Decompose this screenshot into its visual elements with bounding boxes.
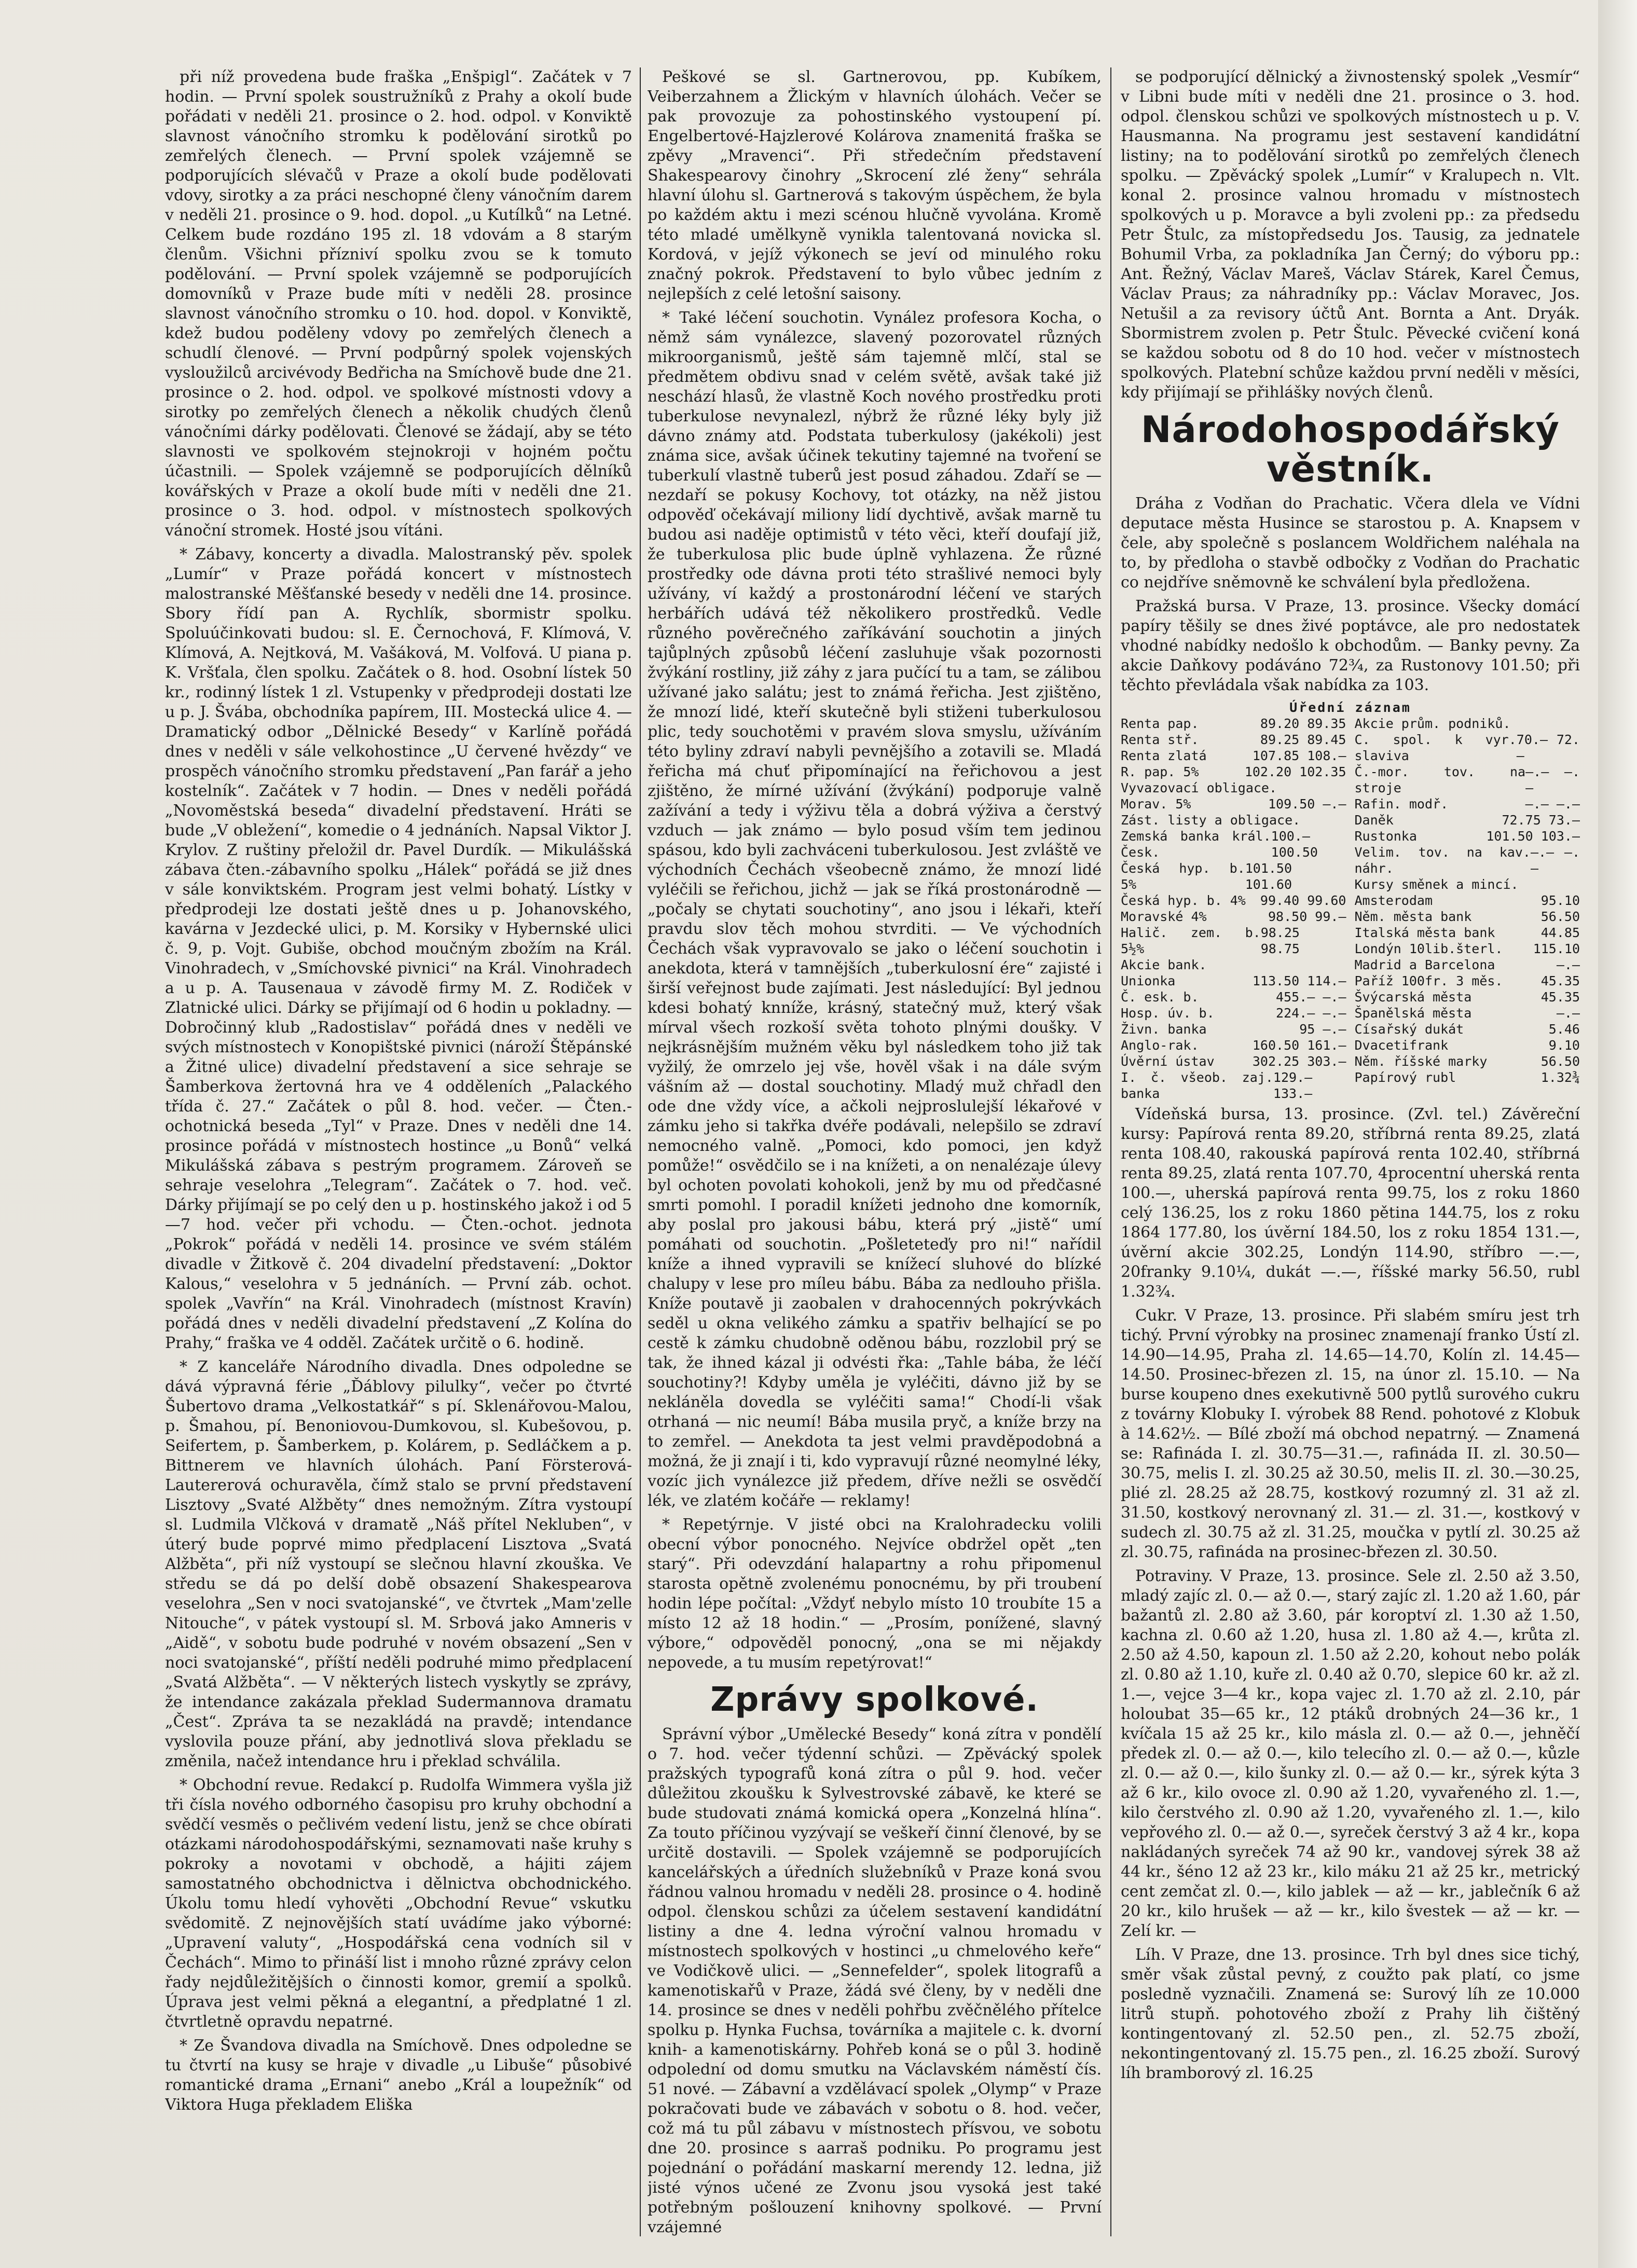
exchange-label: Anglo-rak.: [1121, 1038, 1199, 1053]
exchange-label: Č.-mor. tov. na stroje: [1354, 764, 1526, 795]
exchange-label: Morav. 5%: [1121, 796, 1191, 812]
exchange-label: Něm. říšské marky: [1354, 1054, 1488, 1069]
exchange-label: Daněk: [1354, 813, 1394, 828]
exchange-value: 101.50 103.—: [1486, 829, 1580, 844]
exchange-row: [1121, 716, 1346, 732]
exchange-value: 1.32¾: [1540, 1070, 1580, 1085]
exchange-value: 160.50 161.—: [1252, 1038, 1346, 1053]
exchange-label: Hosp. úv. b.: [1121, 1006, 1215, 1021]
exchange-label: Švýcarská města: [1354, 989, 1472, 1005]
exchange-label: Úvěrní ústav: [1121, 1054, 1215, 1069]
exchange-row: [1121, 989, 1346, 1005]
column-rule-left: [640, 67, 641, 2236]
article-paragraph: * Z kanceláře Národního divadla. Dnes odpoledne se dává výpravná férie „Ďáblovy pilulky“, večer po čtvrté Šubertovo drama „Velkostatkář“ s pí. Sklenářovou-Malou, p. Šmahou, pí. Benoniovou-Dumkovou, sl. Kubešovou, p. Seifertem, p. Šamberkem, p. Kolárem, p. Sedláčkem a p. Bittnerem ve hlavních úlohách. Paní Försterová-Lautererová ochuravěla, čímž stalo se první představení Lisztovy „Svaté Alžběty“ dnes nemožným. Zítra vystoupí sl. Ludmila Vlčková v dramatě „Náš přítel Nekluben“, v úterý bude poprvé mimo předplacení Lisztova „Svatá Alžběta“, při níž vystoupí se slečnou hlavní zkouška. Ve středu se dá po delší době obsazení Shakespearova veselohra „Sen v noci svatojanské“, ve čtvrtek „Mam'zelle Nitouche“, v pátek vystoupí sl. M. Srbová jako Amneris v „Aidě“, v sobotu bude podruhé v novém obsazení „Sen v noci svatojanské“, příští neděli podruhé mimo předplacení „Svatá Alžběta“. — V některých listech vyskytly se zprávy, že intendance zakázala překlad Sudermannova dramatu „Čest“. Zpráva ta se nezakládá na pravdě; intendance vyslovila pouze přání, aby jednotlivá slova překladu se změnila, načež intendance hru i překlad schválila.: [165, 1358, 632, 1770]
exchange-value: 455.— —.—: [1276, 989, 1346, 1005]
exchange-label: R. pap. 5%: [1121, 764, 1199, 779]
article-paragraph: * Obchodní revue. Redakcí p. Rudolfa Wimmera vyšla již tři čísla nového odborného časopisu pro kruhy obchodní a svědčí vesměs o pečlivém vedení listu, jenž se chce obírati otázkami národohospodářskými, seznamovati naše kruhy s pokroky a novotami v obchodě, a hájiti zájem samostatného obchodnictva i dělnictva obchodnického. Úkolu tomu hledí vyhověti „Obchodní Revue“ vskutku svědomitě. Z nejnovějších statí uvádíme jako výborné: „Upravení valuty“, „Hospodářská cena vodních sil v Čechách“. Mimo to přináší list i mnoho různé zprávy celon řady nejdůležitějších o činnosti komor, gremií a spolků. Úprava jest velmi pěkná a elegantní, a předplatné 1 zl. čtvrtletně opravdu nepatrné.: [165, 1776, 632, 2031]
exchange-value: 72.75 73.—: [1502, 813, 1580, 828]
exchange-row: [1121, 909, 1346, 925]
column-right: [1121, 67, 1580, 2242]
exchange-label: Dvacetifrank: [1354, 1038, 1449, 1053]
exchange-label: Česká hyp. b. 4%: [1121, 893, 1246, 908]
exchange-row: [1121, 828, 1346, 860]
exchange-table-title: Úřední záznam: [1289, 700, 1411, 715]
article-paragraph: * Ze Švandova divadla na Smíchově. Dnes odpoledne se tu čtvrtí na kusy se hraje v divadle „u Libuše“ působivé romantické drama „Ernani“ anebo „Král a loupežník“ od Viktora Huga překladem Eliška: [165, 2037, 632, 2114]
exchange-row: [1355, 876, 1580, 892]
article-paragraph: Dráha z Vodňan do Prachatic. Včera dlela ve Vídni deputace města Husince se starostou p. A. Knapsem v čele, aby společně s poslancem Woldřichem naléhala na to, by předloha o stavbě odbočky z Vodňan do Prachatic co nejdříve sněmovně ke schválení byla předložena.: [1121, 494, 1580, 592]
exchange-value: 100.— 100.50: [1271, 829, 1318, 860]
exchange-row: [1355, 957, 1580, 973]
exchange-value: 56.50: [1540, 909, 1580, 924]
exchange-label: Unionka: [1121, 973, 1176, 988]
exchange-row: [1121, 925, 1346, 957]
exchange-label: Č. esk. b.: [1121, 989, 1199, 1005]
exchange-row: [1355, 1069, 1580, 1085]
exchange-row: [1355, 1005, 1580, 1021]
exchange-label: Kursy směnek a mincí.: [1354, 877, 1519, 892]
article-paragraph: Pražská bursa. V Praze, 13. prosince. Všecky domácí papíry těšily se dnes živé poptávce, ale pro nedostatek vhodné nabídky nedošlo k obchodům. — Banky pevny. Za akcie Daňkovy podáváno 72¾, za Rustonovy 101.50; při těchto převládala však nabídka za 103.: [1121, 597, 1580, 694]
column-middle: [648, 67, 1102, 2242]
exchange-value: 224.— —.—: [1276, 1006, 1346, 1021]
exchange-row: [1121, 748, 1346, 764]
exchange-label: Vyvazovací obligace.: [1121, 780, 1277, 795]
article-paragraph: Líh. V Praze, dne 13. prosince. Trh byl dnes sice tichý, směr však zůstal pevný, z coužto pak platí, co jsme posledně vyznačili. Znamená se: Surový líh ze 10.000 litrů stupň. pohotového zboží z Prahy lih čištěný kontingentovaný zl. 52.50 pen., zl. 52.75 zboží, nekontingentovaný zl. 15.75 pen., zl. 16.25 zboží. Surový líh bramborový zl. 16.25: [1121, 1946, 1580, 2082]
article-paragraph: Potraviny. V Praze, 13. prosince. Sele zl. 2.50 až 3.50, mladý zajíc zl. 0.— až 0.—, starý zajíc zl. 1.20 až 1.60, pár bažantů zl. 2.80 až 3.60, pár koroptví zl. 1.30 až 1.50, kachna zl. 0.60 až 1.20, husa zl. 1.80 až 4.—, krůta zl. 2.50 až 4.50, kapoun zl. 1.50 až 2.20, kohout nebo polák zl. 0.80 až 1.10, kuře zl. 0.40 až 0.70, slepice 60 kr. až zl. 1.—, vejce 3—4 kr., kopa vajec zl. 1.70 až zl. 2.10, pár holoubat 35—65 kr., 12 ptáků drobných 24—36 kr., 1 kvíčala 15 až 25 kr., kilo másla zl. 0.— až 0.—, jehněčí předek zl. 0.— až 0.—, kilo telecího zl. 0.— až 0.—, kůzle zl. 0.— až 0.—, kilo šunky zl. 0.— až 0.— kr., sýrek kýta 3 až 6 kr., kilo ovoce zl. 0.90 až 1.20, vyvařeného zl. 1.—, kilo čerstvého zl. 0.90 až 1.20, vyvařeného zl. 1.—, kilo vepřového zl. 0.— až 0.—, syreček čerstvý 3 až 4 kr., kopa nakládaných syreček 74 až 90 kr., vandovej sýrek 38 až 44 kr., šéno 12 až 23 kr., kilo máku 21 až 25 kr., metrický cent zemčat zl. 0.—, kilo jablek — až — kr., jablečník 6 až 20 kr., kilo hrušek — až — kr., kilo švestek — až — kr. — Zelí kr. —: [1121, 1567, 1580, 1940]
exchange-value: 5.46: [1548, 1022, 1580, 1037]
exchange-row: [1121, 860, 1346, 892]
exchange-row: [1121, 1021, 1346, 1037]
column-rule-right: [1110, 67, 1111, 2236]
exchange-value: 95 —.—: [1299, 1022, 1346, 1037]
exchange-value: 102.20 102.35: [1244, 764, 1346, 779]
exchange-value: 45.35: [1540, 989, 1580, 1005]
exchange-value: —.— —.—: [1530, 845, 1580, 876]
article-paragraph: Správní výbor „Umělecké Besedy“ koná zítra v pondělí o 7. hod. večer týdenní schůzi. — Zpěvácký spolek pražských typografů koná zítra o půl 9. hod. večer důležitou zkoušku k Sylvestrovské zábavě, ke které se bude studovati známá komická opera „Konzelná hlína“. Za touto příčinou vyzývají se veškeří činní členové, by se určitě dostavili. — Spolek vzájemně se podporujících kancelářských a úředních služebníků v Praze koná svou řádnou valnou hromadu v neděli 28. prosince o 4. hodině odpol. členskou schůzi za účelem sestavení kandidátní listiny a dne 4. ledna výroční valnou hromadu v místnostech spolkových v hostinci „u chmelového keře“ ve Vodičkově ulici. — „Sennefelder“, spolek litografů a kamenotiskařů v Praze, žádá své členy, by v neděli dne 14. prosince se dnes v neděli pohřbu zvěčnělého přítelce spolku p. Hynka Fuchsa, továrníka a majitele c. k. dvorní knih- a kamenotiskárny. Pohřeb koná se o půl 3. hodině odpolední od domu smutku na Václavském náměstí čís. 51 nové. — Zábavní a vzdělávací spolek „Olymp“ v Praze pokračovati bude ve zábavách v sobotu o 8. hod. večer, což má tu půl zábavu v místnostech přísvou, ve sobotu dne 20. prosince s aarraš podniku. Po programu jest pojednání o pořádání maskarní merendy 12. ledna, již jisté výnos učené ze Zvonu jsou vysoká jest také potřebným pošlouzení knihovny spolkové. — První vzájemné: [648, 1725, 1102, 2236]
exchange-label: Akcie bank.: [1121, 957, 1207, 972]
section-title-zpravy-spolkove: Zprávy spolkové.: [710, 1681, 1039, 1719]
exchange-row: [1121, 732, 1346, 748]
exchange-value: —.— —.—: [1525, 796, 1580, 812]
exchange-value: 45.35: [1540, 973, 1580, 988]
exchange-label: Španělská města: [1354, 1006, 1472, 1021]
article-paragraph: Vídeňská bursa, 13. prosince. (Zvl. tel.) Závěreční kursy: Papírová renta 89.20, stříbrná renta 89.25, zlatá renta 108.40, rakouská papírová renta 102.40, stříbrná renta 89.25, zlatá renta 107.70, 4procentní uherská renta 100.—, uherská papírová renta 99.75, los z roku 1860 celý 136.25, los z roku 1860 pětina 144.75, los z roku 1864 177.80, los úvěrní 184.50, los z roku 1854 131.—, úvěrní akcie 302.25, Londýn 114.90, stříbro —.—, 20franky 9.10¼, dukát —.—, říšské marky 56.50, rubl 1.32¾.: [1121, 1105, 1580, 1301]
exchange-row: [1355, 1021, 1580, 1037]
exchange-row: [1121, 796, 1346, 812]
article-paragraph: Peškové se sl. Gartnerovou, pp. Kubíkem, Veiberzahnem a Žlickým v hlavních úlohách. Večer se pak provozuje za pohostinského vystoupení pí. Engelbertové-Hajzlerové Kolárova znamenitá fraška se zpěvy „Mravenci“. Při středečním představení Shakespearovy činohry „Skrocení zlé ženy“ sehrála hlavní úlohu sl. Gartnerová s takovým úspěchem, že byla po každém aktu i mezi scénou hlučně vyvolána. Kromě této mladé umělkyně vynikla talentovaná novicka sl. Kordová, v jejíž výkonech se jeví od minulého roku značný pokrok. Představení to bylo vůbec jedním z nejlepších z celé letošní saisony.: [648, 68, 1102, 303]
exchange-label: Něm. města bank: [1354, 909, 1472, 924]
exchange-row: [1355, 828, 1580, 844]
exchange-row: [1121, 1069, 1346, 1102]
exchange-row: [1355, 892, 1580, 909]
exchange-label: Madrid a Barcelona: [1354, 957, 1495, 972]
exchange-label: Italská města bank: [1354, 925, 1495, 940]
exchange-value: 109.50 —.—: [1268, 796, 1346, 812]
exchange-value: 44.85: [1540, 925, 1580, 940]
exchange-value: 101.50 101.60: [1245, 861, 1292, 892]
exchange-label: Papírový rubl: [1354, 1070, 1456, 1085]
exchange-row: [1121, 812, 1346, 828]
exchange-row: [1121, 957, 1346, 973]
column-left: [165, 67, 632, 2242]
exchange-value: 302.25 303.—: [1252, 1054, 1346, 1069]
exchange-label: Londýn 10lib.šterl.: [1354, 941, 1503, 956]
exchange-label: Amsterodam: [1354, 893, 1433, 908]
exchange-label: Halič. zem. b. 5½%: [1121, 925, 1261, 956]
exchange-row: [1121, 764, 1346, 780]
exchange-table-left: [1121, 716, 1346, 1102]
exchange-row: [1121, 973, 1346, 989]
exchange-row: [1121, 892, 1346, 909]
exchange-value: —.—: [1556, 1006, 1580, 1021]
exchange-label: Císařský dukát: [1354, 1022, 1464, 1037]
exchange-value: 129.— 133.—: [1273, 1070, 1313, 1101]
exchange-row: [1355, 941, 1580, 957]
exchange-label: Zást. listy a obligace.: [1121, 813, 1301, 828]
exchange-row: [1121, 1005, 1346, 1021]
exchange-label: I. č. všeob. zaj. banka: [1121, 1070, 1273, 1101]
exchange-row: [1355, 1053, 1580, 1069]
exchange-value: —.—: [1556, 957, 1580, 972]
exchange-row: [1355, 812, 1580, 828]
article-paragraph: * Repetýrnje. V jisté obci na Kralohradecku volili obecní výbor ponocného. Nejvíce obdržel opět „ten starý“. Při odevzdání halapartny a rohu připomenul starosta opětně zvolenému ponocnému, by při troubení hodin lépe počítal: „Vždyť nebylo místo 10 troubíte 15 a místo 12 až 18 hodin.“ — „Prosím, ponížené, slavný výbore,“ odpověděl ponocný, „ona se mi nějakdy nepovede, a tu musím repetýrovat!“: [648, 1516, 1102, 1672]
exchange-row: [1355, 973, 1580, 989]
exchange-row: [1355, 844, 1580, 876]
section-title-narodohospodarsky-vestnik: Národohospodářský věstník.: [1140, 408, 1560, 490]
exchange-row: [1355, 796, 1580, 812]
exchange-table: [1121, 699, 1580, 1102]
exchange-label: Renta stř.: [1121, 732, 1199, 747]
exchange-label: Moravské 4%: [1121, 909, 1207, 924]
exchange-value: 98.50 99.—: [1268, 909, 1346, 924]
exchange-value: —.— —.—: [1525, 764, 1580, 795]
exchange-label: Paříž 100fr. 3 měs.: [1354, 973, 1503, 988]
exchange-value: 115.10: [1533, 941, 1580, 956]
exchange-label: Živn. banka: [1121, 1022, 1207, 1037]
exchange-label: Zemská banka král. Česk.: [1121, 829, 1271, 860]
exchange-label: Renta pap.: [1121, 716, 1199, 731]
exchange-value: 70.— 72.—: [1516, 732, 1580, 763]
exchange-row: [1355, 909, 1580, 925]
exchange-value: 89.20 89.35: [1260, 716, 1346, 731]
article-paragraph: * Zábavy, koncerty a divadla. Malostranský pěv. spolek „Lumír“ v Praze pořádá koncert v místnostech malostranské Měšťanské besedy v neděli dne 14. prosince. Sbory řídí pan A. Rychlík, sbormistr spolku. Spoluúčinkovati budou: sl. E. Černochová, F. Klímová, V. Klímová, A. Nejtková, M. Vašáková, M. Volfová. U piana p. K. Vršťala, člen spolku. Začátek o 8. hod. Osobní lístek 50 kr., rodinný lístek 1 zl. Vstupenky v předprodeji dostati lze u p. J. Švába, obchodníka papírem, III. Mostecká ulice 4. — Dramatický odbor „Dělnické Besedy“ v Karlíně pořádá dnes v neděli v sále velkohostince „U červené hvězdy“ ve prospěch vánočního stromku představení „Pan farář a jeho kostelník“. Začátek v 7 hodin. — Dnes v neděli pořádá „Novoměstská beseda“ divadelní představení. Hráti se bude „V obležení“, komedie o 4 jednáních. Napsal Viktor J. Krylov. Z ruštiny přeložil dr. Pavel Durdík. — Mikulášská zábava čten.-zábavního spolku „Hálek“ pořádá se již dnes v sále konviktském. Program jest velmi bohatý. Lístky v předprodeji lze dostati ještě dnes u p. Johanovského, kavárna v Jezdecké ulici, p. M. Korsiky v Hybernské ulici č. 9, p. Vojt. Gubiše, obchod moučným zbožím na Král. Vinohradech, v „Smíchovské pivnici“ na Král. Vinohradech a u p. A. Tausenaua v závodě firmy M. Z. Rodiček v Zlatnické ulici. Dárky se přijímají od 6 hodin u pokladny. — Dobročinný klub „Radostislav“ pořádá dnes v neděli ve svých místnostech v Konopištské pivnici (nároží Štěpánské a Žitné ulice) divadelní představení a sice sehraje se Šamberkova žertovná hra ve 4 odděleních „Palackého třída č. 27.“ Začátek o půl 8. hod. večer. — Čten.-ochotnická beseda „Tyl“ v Praze. Dnes v neděli dne 14. prosince pořádá v místnostech hostince „u Bonů“ velká Mikulášská zábava s pestrým programem. Zároveň se sehraje veselohra „Telegram“. Začátek o 7. hod. več. Dárky přijímají se po celý den u p. hostinského jakož i od 5—7 hod. večer při vchodu. — Čten.-ochot. jednota „Pokrok“ pořádá v neděli 14. prosince ve svém stálém divadle v Žitkově č. 204 divadelní představení: „Doktor Kalous,“ veselohra v 5 jednáních. — První záb. ochot. spolek „Vavřín“ na Král. Vinohradech (místnost Kravín) pořádá dnes v neděli divadelní představení „Z Kolína do Prahy,“ fraška ve 4 odděl. Začátek určitě o 6. hodině.: [165, 545, 632, 1352]
exchange-value: 107.85 108.—: [1252, 748, 1346, 763]
exchange-label: Akcie prům. podniků.: [1354, 716, 1511, 731]
exchange-value: 98.25 98.75: [1260, 925, 1300, 956]
exchange-row: [1355, 989, 1580, 1005]
exchange-row: [1355, 764, 1580, 796]
exchange-value: 95.10: [1540, 893, 1580, 908]
exchange-value: 99.40 99.60: [1260, 893, 1346, 908]
exchange-row: [1355, 925, 1580, 941]
exchange-row: [1355, 732, 1580, 764]
exchange-value: 113.50 114.—: [1252, 973, 1346, 988]
article-paragraph: Cukr. V Praze, 13. prosince. Při slabém smíru jest trh tichý. První výrobky na prosinec znamenají franko Ústí zl. 14.90—14.95, Praha zl. 14.65—14.70, Kolín zl. 14.45—14.50. Prosinec-březen zl. 15, na únor zl. 15.10. — Na burse koupeno dnes exekutivně 500 pytlů surového cukru z továrny Klobuky I. výrobek 88 Rend. pohotové z Klobuk à 14.62½. — Bílé zboží má obchod nepatrný. — Znamená se: Rafináda I. zl. 30.75—31.—, rafináda II. zl. 30.50—30.75, melis I. zl. 30.25 až 30.50, melis II. zl. 30.—30.25, plié zl. 28.25 až 28.75, kostkový rozumný zl. 31 až zl. 31.50, kostkový nerovnaný zl. 31.— zl. 31.—, kostkový v sudech zl. 30.75 až zl. 31.25, moučka v pytlí zl. 30.25 až zl. 30.75, rafináda na prosinec-březen zl. 30.50.: [1121, 1307, 1580, 1561]
exchange-value: 9.10: [1548, 1038, 1580, 1053]
exchange-table-right: [1355, 716, 1580, 1102]
scan-edge: [1598, 0, 1637, 2268]
exchange-label: Rafin. modř.: [1354, 796, 1449, 812]
exchange-row: [1355, 716, 1580, 732]
exchange-label: Renta zlatá: [1121, 748, 1207, 763]
article-paragraph: se podporující dělnický a živnostenský spolek „Vesmír“ v Libni bude míti v neděli dne 21. prosince o 3. hod. odpol. členskou schůzi ve spolkových místnostech u p. V. Hausmanna. Na programu jest sestavení kandidátní listiny; na to podělování sirotků po zemřelých členech spolku. — Zpěvácký spolek „Lumír“ v Kralupech n. Vlt. konal 2. prosince valnou hromadu v místnostech spolkových u p. Moravce a byli zvoleni pp.: za předsedu Petr Štulc, za místopředsedu Jos. Tausig, za jednatele Bohumil Vrba, za pokladníka Jan Černý; do výboru pp.: Ant. Řežný, Václav Mareš, Václav Stárek, Karel Čemus, Václav Praus; za náhradníky pp.: Václav Moravec, Jos. Netušil a za revisory účtů Ant. Bornta a Ant. Dryák. Sbormistrem zvolen p. Petr Štulc. Pěvecké cvičení koná se každou sobotu od 8 do 10 hod. večer v místnostech spolkových. Platební schůze každou první neděli v měsíci, kdy přijímají se přihlášky nových členů.: [1121, 68, 1580, 402]
article-paragraph: * Také léčení souchotin. Vynález profesora Kocha, o němž sám vynálezce, slavený pozorovatel různých mikroorganismů, ještě sám tajemně mlčí, stal se předmětem obdivu snad v celém světě, avšak také již neschází hlasů, že vlastně Koch nového prostředku proti tuberkulose nevynalezl, nýbrž že různé léky byly již dávno známy atd. Podstata tuberkulosy (jakékoli) jest známa sice, avšak účinek tekutiny tajemné na tvoření se tuberkulí vlastně tuberů jest posud záhadou. Zdaří se — nezdaří se pokusy Kochovy, tot otázky, na něž jistou odpověď očekávají miliony lidí dychtivě, avšak marně tu budou asi naděje optimistů v této věci, kteří doufají již, že tuberkulosa plic bude úplně vyhlazena. Že různé prostředky ode dávna proti této strašlivé nemoci byly užívány, ví každý a prostonárodní léčení ve starých herbářích udává též několikero prostředků. Vedle různého pověrečného zaříkávání souchotin a jiných tajůplných způsobů léčení zasluhuje však pozornosti žvýkání rostliny, již záhy z jara pučící tu a tam, se zálibou užívané jako salátu; jest to známá řeřicha. Jest zjištěno, že mnozí lidé, kteří skutečně byli stiženi tuberkulosou plic, tedy souchotěmi v pravém slova smyslu, užíváním této byliny zdraví nabyli pevnějšího a zotavili se. Mladá řeřicha má chuť připomínající na řeřichovou a jest zjištěno, že mírné užívání (žvýkání) podporuje valně zažívání a tedy i výživu těla a dobrá výživa a čerstvý vzduch — jak známo — bylo posud vším tem jedinou spásou, kdo byli zachváceni tuberkulosou. Jest zvláště ve východních Čechách všeobecně známo, že mnozí lidé vyléčili se řeřichou, jichž — jak se říká prostonárodně — „počaly se chytati souchotiny“, ano jsou i lékaři, kteří pravdu slov těch mohou stvrditi. — Ve východních Čechách však vypravovalo se jako o léčení souchotin i anekdota, která v tamnějších „tuberkulosní ére“ zajisté i širší veřejnost bude zajímati. Jest následující: Byl jednou kdesi bohatý knníže, krásný, statečný muž, který však mírval všech rozkoší světa tohoto plnými doušky. V nejkrásnějším mužném věku byl následkem toho již tak vyžilý, že omrzelo jej vše, hověl však i na dále svým vášním až — dostal souchotiny. Mladý muž chřadl den ode dne vždy více, a ačkoli nejproslulejší lékařové v zámku jeho si takřka dvéře podávali, nelepšilo se zdraví nemocného valně. „Pomoci, kdo pomoci, jen když pomůže!“ osvědčilo se i na knížeti, a on nenalézaje úlevy byl ochoten povolati kohokoli, jenž by mu od předčasné smrti pomohl. I poradil knížeti jednoho dne komorník, aby poslal pro jakousi bábu, která prý „jistě“ umí pomáhati od souchotin. „Pošleteteďy pro ni!“ nařídil kníže a ihned vypravili se knížecí sluhové do blízké chalupy v lese pro míleu bábu. Bába za nedlouho přišla. Kníže poutavě ji zaobalen v drahocenných pokrývkách seděl u okna velikého zámku a spatřiv belhající se po cestě k zámku chudobně oděnou bábu, rozzlobil prý se tak, že ihned kázal ji odvésti řka: „Tahle bába, že léčí souchotiny?! Kdyby uměla je vyléčiti, dávno již by se nekláněla dovedla se vyléčiti sama!“ Chodí-li však otrhaná — nic neumí! Bába musila pryč, a kníže brzy na to zemřel. — Anekdota ta jest velmi pravděpodobná a možná, že ji znají i ti, kdo vypravují různé neomylné léky, vozíc jich vynálezce již předem, dříve nežli se osvědčí lék, ve zlatém kočáře — reklamy!: [648, 309, 1102, 1510]
article-paragraph: při níž provedena bude fraška „Enšpigl“. Začátek v 7 hodin. — První spolek soustružníků z Prahy a okolí bude pořádati v neděli 21. prosince o 2. hod. odpol. v Konviktě slavnost vánočního stromku k podělování sirotků po zemřelých členech. — První spolek vzájemně se podporujících slévačů v Praze a okolí bude podělovati vdovy, sirotky a za práci neschopné členy vánočním darem v neděli 21. prosince o 9. hod. dopol. „u Kutílků“ na Letné. Celkem bude rozdáno 195 zl. 18 vdovám a 8 starým členům. Všichni přízniví spolku zvou se k tomuto podělování. — První spolek vzájemně se podporujících domovníků v Praze bude míti v neděli 28. prosince slavnost vánočního stromku o 10. hod. dopol. v Konviktě, kdež budou poděleny vdovy po zemřelých členech a schudlí členové. — První podpůrný spolek vojenských vysloužilců arcivévody Bedřicha na Smíchově bude dne 21. prosince o 2. hod. odpol. ve spolkové místnosti vdovy a sirotky po zemřelých členech a několik chudých členů vánočními dárky podělovati. Členové se žádají, aby se této slavnosti ve spolkovém stejnokroji v hojném počtu účastnili. — Spolek vzájemně se podporujících dělníků kovářských v Praze a okolí bude míti v neděli dne 21. prosince o 3. hod. odpol. v místnostech spolkových vánoční stromek. Hosté jsou vítáni.: [165, 68, 632, 540]
exchange-row: [1121, 1037, 1346, 1053]
exchange-label: C. spol. k vyr. slaviva: [1354, 732, 1517, 763]
exchange-label: Rustonka: [1354, 829, 1417, 844]
exchange-row: [1121, 1053, 1346, 1069]
exchange-row: [1355, 1037, 1580, 1053]
exchange-label: Velim. tov. na kav. náhr.: [1354, 845, 1531, 876]
exchange-label: Česká hyp. b. 5%: [1121, 861, 1245, 892]
exchange-row: [1121, 780, 1346, 796]
exchange-value: 56.50: [1540, 1054, 1580, 1069]
exchange-value: 89.25 89.45: [1260, 732, 1346, 747]
